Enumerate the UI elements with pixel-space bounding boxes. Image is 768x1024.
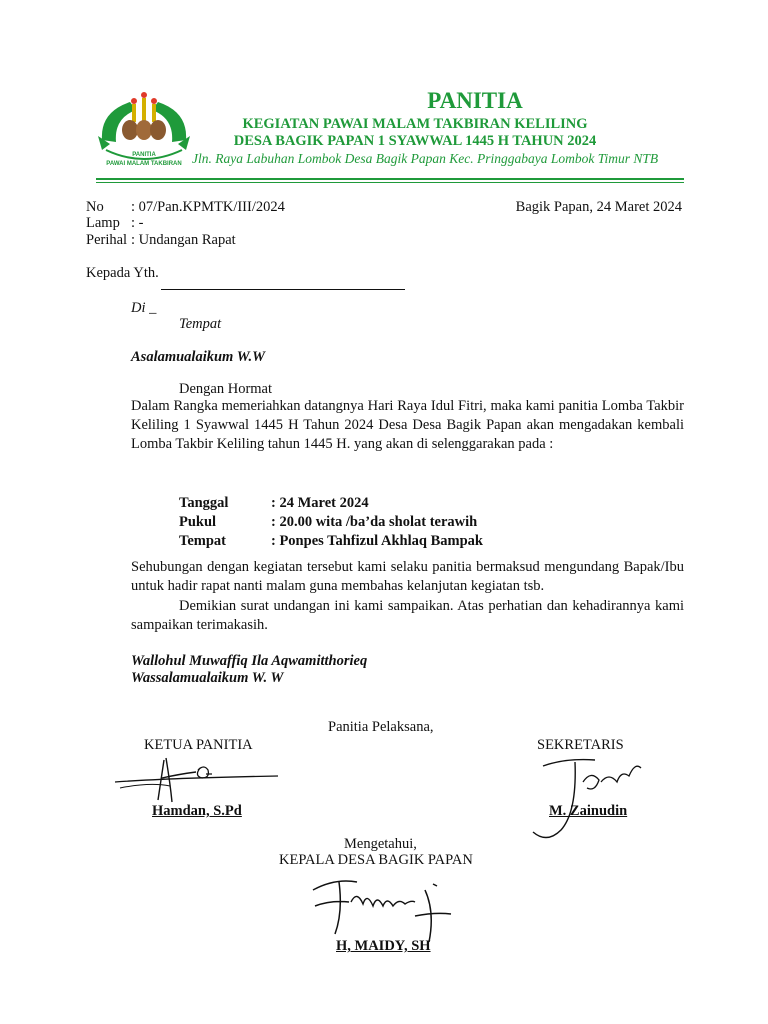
detail-value-tanggal: : 24 Maret 2024 (271, 495, 369, 511)
perihal-value: : Undangan Rapat (131, 232, 236, 248)
header-rule-thick (96, 178, 684, 180)
recipient-blank-line (161, 289, 405, 290)
salam-opening: Asalamualaikum W.W (131, 349, 266, 365)
logo-text-panitia: PANITIA (132, 152, 156, 158)
no-label: No (86, 199, 104, 215)
ketua-name: Hamdan, S.Pd (152, 803, 242, 819)
sekretaris-title: SEKRETARIS (537, 737, 624, 753)
kades-name: H, MAIDY, SH (336, 938, 431, 954)
recipient-tempat: Tempat (179, 316, 222, 332)
paragraph-intro: Dalam Rangka memeriahkan datangnya Hari Raya Idul Fitri, maka kami panitia Lomba Takbir Keliling 1 Syawwal 1445 H Tahun 2024 Desa Desa Bagik Papan akan mengadakan kembali Lomba Takbir Keliling tahun 1445 H. yang akan di selenggarakan pada : (131, 398, 684, 452)
kades-title: KEPALA DESA BAGIK PAPAN (279, 852, 473, 868)
letterhead-title: PANITIA (427, 88, 523, 113)
committee-logo (92, 92, 196, 180)
mengetahui: Mengetahui, (344, 836, 417, 852)
letterhead-subtitle-1: KEGIATAN PAWAI MALAM TAKBIRAN KELILING (242, 116, 588, 132)
detail-label-tanggal: Tanggal (179, 495, 229, 511)
recipient-di: Di _ (131, 300, 157, 316)
closing-wallohul: Wallohul Muwaffiq Ila Aqwamitthorieq (131, 653, 368, 669)
paragraph-closing: Demikian surat undangan ini kami sampaikan. Atas perhatian dan kehadirannya kami sampaikan terimakasih. (131, 598, 684, 633)
no-value: : 07/Pan.KPMTK/III/2024 (131, 199, 285, 215)
perihal-label: Perihal (86, 232, 128, 248)
paragraph-invitation: Sehubungan dengan kegiatan tersebut kami selaku panitia bermaksud mengundang Bapak/Ibu untuk hadir rapat nanti malam guna membahas kelanjutan kegiatan tsb. (131, 559, 684, 594)
sekretaris-signature (525, 752, 645, 847)
kepada-yth: Kepada Yth. (86, 265, 159, 281)
sekretaris-name: M. Zainudin (549, 803, 628, 819)
letterhead-address: Jln. Raya Labuhan Lombok Desa Bagik Papan Kec. Pringgabaya Lombok Timur NTB (192, 151, 659, 166)
closing-wassalam: Wassalamualaikum W. W (131, 670, 284, 686)
place-date: Bagik Papan, 24 Maret 2024 (515, 199, 682, 215)
detail-value-pukul: : 20.00 wita /ba’da sholat terawih (271, 514, 478, 530)
ketua-title: KETUA PANITIA (144, 737, 253, 753)
letterhead-subtitle-2: DESA BAGIK PAPAN 1 SYAWWAL 1445 H TAHUN 2024 (233, 133, 597, 149)
detail-value-tempat: : Ponpes Tahfizul Akhlaq Bampak (271, 533, 483, 549)
logo-text-pawai: PAWAI MALAM TAKBIRAN (106, 161, 182, 167)
dengan-hormat: Dengan Hormat (179, 381, 273, 397)
header-rule-thin (96, 182, 684, 183)
detail-label-pukul: Pukul (179, 514, 217, 530)
lamp-label: Lamp (86, 215, 120, 231)
detail-label-tempat: Tempat (179, 533, 226, 549)
lamp-value: : - (131, 215, 144, 231)
panitia-pelaksana: Panitia Pelaksana, (328, 719, 434, 735)
